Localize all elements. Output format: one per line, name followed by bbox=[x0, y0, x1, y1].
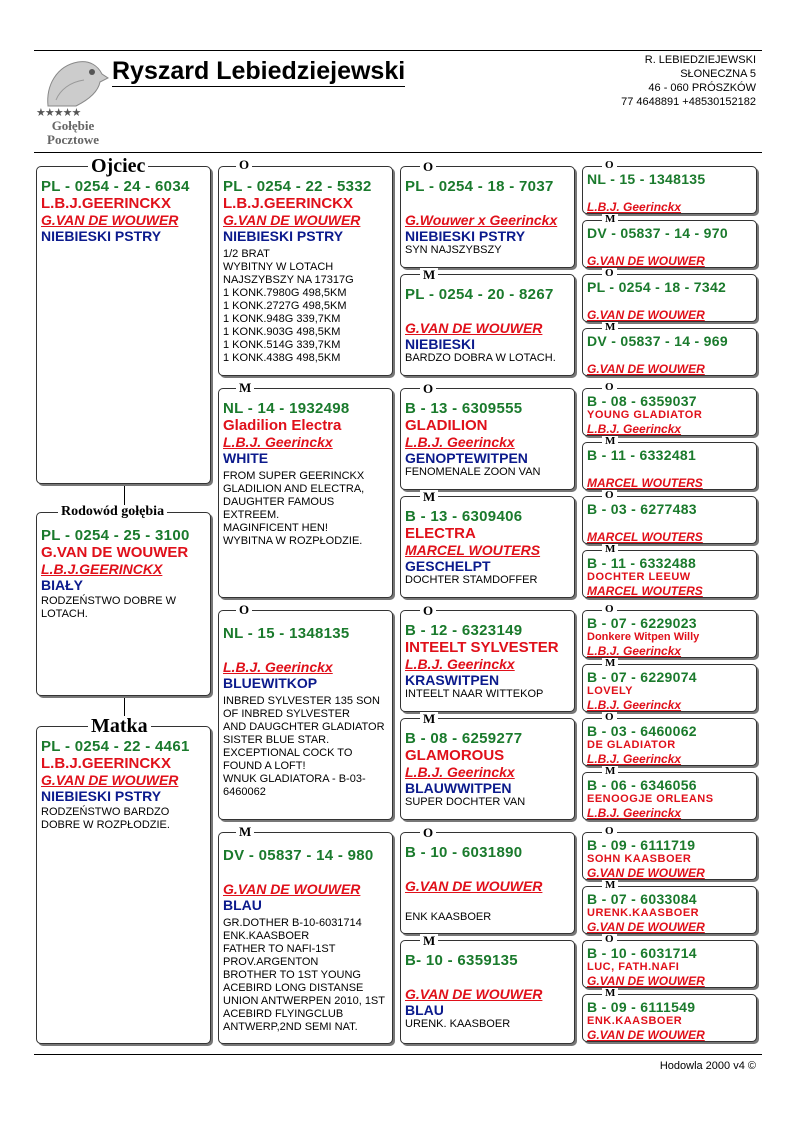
ggp-card[interactable] bbox=[400, 832, 575, 934]
g4-breeder: G.VAN DE WOUWER bbox=[587, 308, 705, 322]
gp-color: BLAU bbox=[223, 897, 262, 913]
ggp-name bbox=[405, 195, 570, 212]
g4-ring: DV - 05837 - 14 - 970 bbox=[587, 225, 728, 241]
g4-breeder: L.B.J. Geerinckx bbox=[587, 422, 682, 436]
ggp-ring: B - 10 - 6031890 bbox=[405, 844, 523, 861]
grandparent-card[interactable] bbox=[218, 832, 393, 1044]
header-top-rule bbox=[34, 50, 762, 51]
logo-stars: ★★★★★ bbox=[36, 107, 81, 119]
g4-breeder: MARCEL WOUTERS bbox=[587, 530, 703, 544]
g4-card[interactable] bbox=[582, 772, 757, 820]
g4-ring: B - 07 - 6229023 bbox=[587, 615, 697, 631]
ggp-sex-label: M bbox=[420, 934, 438, 947]
mother-color: NIEBIESKI PSTRY bbox=[41, 788, 162, 804]
ggp-name: ELECTRA bbox=[405, 525, 476, 542]
g4-ring: NL - 15 - 1348135 bbox=[587, 171, 706, 187]
ggp-color: NIEBIESKI bbox=[405, 336, 476, 352]
g4-sex-label: O bbox=[602, 268, 617, 279]
gp-name bbox=[223, 642, 388, 659]
ggp-sex-label: O bbox=[420, 604, 436, 617]
subject-breeder: L.B.J.GEERINCKX bbox=[41, 561, 163, 577]
gp-ring: PL - 0254 - 22 - 5332 bbox=[223, 178, 372, 195]
g4-breeder: L.B.J. Geerinckx bbox=[587, 806, 682, 820]
ggp-desc: INTEELT NAAR WITTEKOP bbox=[405, 688, 544, 700]
g4-ring: B - 10 - 6031714 bbox=[587, 945, 697, 961]
ggp-ring: PL - 0254 - 18 - 7037 bbox=[405, 178, 554, 195]
ggp-breeder: G.Wouwer x Geerinckx bbox=[405, 212, 558, 228]
g4-name: LUC, FATH.NAFI bbox=[587, 961, 680, 973]
g4-card[interactable] bbox=[582, 832, 757, 880]
gp-sex-label: O bbox=[236, 158, 252, 171]
father-name: L.B.J.GEERINCKX bbox=[41, 195, 172, 212]
father-breeder: G.VAN DE WOUWER bbox=[41, 212, 179, 228]
g4-name: ENK.KAASBOER bbox=[587, 1015, 683, 1027]
g4-sex-label: O bbox=[602, 160, 617, 171]
ggp-name bbox=[405, 303, 570, 320]
g4-breeder: MARCEL WOUTERS bbox=[587, 476, 703, 490]
g4-sex-label: M bbox=[602, 658, 618, 669]
g4-card[interactable] bbox=[582, 274, 757, 322]
gp-breeder: L.B.J. Geerinckx bbox=[223, 659, 333, 675]
contact-line: SŁONECZNA 5 bbox=[680, 68, 756, 80]
ggp-breeder: L.B.J. Geerinckx bbox=[405, 434, 515, 450]
gp-ring: NL - 15 - 1348135 bbox=[223, 625, 350, 642]
ggp-desc: BARDZO DOBRA W LOTACH. bbox=[405, 352, 556, 364]
ggp-sex-label: O bbox=[420, 382, 436, 395]
g4-ring: B - 11 - 6332488 bbox=[587, 555, 697, 571]
g4-ring: B - 07 - 6229074 bbox=[587, 669, 697, 685]
g4-ring: B - 03 - 6460062 bbox=[587, 723, 697, 739]
ggp-sex-label: M bbox=[420, 268, 438, 281]
ggp-desc: URENK. KAASBOER bbox=[405, 1018, 511, 1030]
g4-name bbox=[587, 241, 752, 254]
ggp-breeder: G.VAN DE WOUWER bbox=[405, 986, 543, 1002]
grandparent-card[interactable] bbox=[218, 610, 393, 820]
father-card[interactable] bbox=[36, 166, 211, 484]
gp-color: WHITE bbox=[223, 450, 269, 466]
ggp-card[interactable] bbox=[400, 166, 575, 268]
g4-name: YOUNG GLADIATOR bbox=[587, 409, 703, 421]
g4-ring: B - 11 - 6332481 bbox=[587, 447, 697, 463]
g4-sex-label: M bbox=[602, 322, 618, 333]
mother-name: L.B.J.GEERINCKX bbox=[41, 755, 172, 772]
grandparent-card[interactable] bbox=[218, 388, 393, 598]
subject-label: Rodowód gołębia bbox=[58, 505, 167, 519]
ggp-color: KRASWITPEN bbox=[405, 672, 500, 688]
ggp-breeder: L.B.J. Geerinckx bbox=[405, 764, 515, 780]
ggp-desc: SYN NAJSZYBSZY bbox=[405, 244, 502, 256]
ggp-color: NIEBIESKI PSTRY bbox=[405, 228, 526, 244]
ggp-name: GLAMOROUS bbox=[405, 747, 505, 764]
gp-desc: INBRED SYLVESTER 135 SON OF INBRED SYLVESTER AND DAUGCHTER GLADIATOR SISTER BLUE STAR. EXCEPTIONAL COCK TO FOUND A LOFT! WNUK GLADIATORA - B-03-6460062 bbox=[223, 695, 385, 798]
ggp-name bbox=[405, 969, 570, 986]
contact-line: 77 4648891 +48530152182 bbox=[621, 96, 756, 108]
ggp-desc: DOCHTER STAMDOFFER bbox=[405, 574, 538, 586]
ggp-name bbox=[405, 861, 570, 878]
ggp-color: GESCHELPT bbox=[405, 558, 491, 574]
footer-rule bbox=[34, 1054, 762, 1055]
g4-card[interactable] bbox=[582, 610, 757, 658]
g4-name bbox=[587, 517, 752, 530]
contact-line: 46 - 060 PRÓSZKÓW bbox=[648, 82, 756, 94]
g4-name: EENOOGJE ORLEANS bbox=[587, 793, 714, 805]
ggp-name: GLADILION bbox=[405, 417, 488, 434]
g4-breeder: MARCEL WOUTERS bbox=[587, 584, 703, 598]
g4-card[interactable] bbox=[582, 550, 757, 598]
ggp-card[interactable] bbox=[400, 718, 575, 820]
g4-card[interactable] bbox=[582, 496, 757, 544]
g4-ring: PL - 0254 - 18 - 7342 bbox=[587, 279, 727, 295]
g4-name bbox=[587, 463, 752, 476]
g4-sex-label: M bbox=[602, 766, 618, 777]
g4-card[interactable] bbox=[582, 664, 757, 712]
ggp-color: BLAUWWITPEN bbox=[405, 780, 512, 796]
g4-breeder: G.VAN DE WOUWER bbox=[587, 920, 705, 934]
g4-ring: DV - 05837 - 14 - 969 bbox=[587, 333, 728, 349]
ggp-breeder: G.VAN DE WOUWER bbox=[405, 320, 543, 336]
g4-name bbox=[587, 349, 752, 362]
ggp-ring: B - 13 - 6309555 bbox=[405, 400, 523, 417]
g4-card[interactable] bbox=[582, 166, 757, 214]
footer-text: Hodowla 2000 v4 © bbox=[659, 1060, 756, 1072]
ggp-ring: PL - 0254 - 20 - 8267 bbox=[405, 286, 554, 303]
g4-card[interactable] bbox=[582, 718, 757, 766]
ggp-breeder: G.VAN DE WOUWER bbox=[405, 878, 543, 894]
gp-name: L.B.J.GEERINCKX bbox=[223, 195, 354, 212]
g4-sex-label: O bbox=[602, 382, 617, 393]
g4-sex-label: O bbox=[602, 826, 617, 837]
ggp-card[interactable] bbox=[400, 496, 575, 598]
ggp-color: BLAU bbox=[405, 1002, 444, 1018]
subject-desc: RODZEŃSTWO DOBRE W LOTACH. bbox=[41, 595, 177, 620]
g4-breeder: G.VAN DE WOUWER bbox=[587, 974, 705, 988]
g4-ring: B - 03 - 6277483 bbox=[587, 501, 697, 517]
g4-name: DE GLADIATOR bbox=[587, 739, 676, 751]
contact-block bbox=[621, 53, 756, 109]
g4-sex-label: M bbox=[602, 436, 618, 447]
contact-line: R. LEBIEDZIEJEWSKI bbox=[644, 54, 756, 66]
g4-card[interactable] bbox=[582, 994, 757, 1042]
gp-ring: DV - 05837 - 14 - 980 bbox=[223, 847, 374, 864]
g4-ring: B - 07 - 6033084 bbox=[587, 891, 697, 907]
g4-ring: B - 09 - 6111549 bbox=[587, 999, 696, 1015]
g4-ring: B - 09 - 6111719 bbox=[587, 837, 696, 853]
g4-card[interactable] bbox=[582, 220, 757, 268]
g4-breeder: G.VAN DE WOUWER bbox=[587, 866, 705, 880]
g4-breeder: L.B.J. Geerinckx bbox=[587, 200, 682, 214]
ggp-sex-label: O bbox=[420, 160, 436, 173]
gp-ring: NL - 14 - 1932498 bbox=[223, 400, 350, 417]
ggp-sex-label: M bbox=[420, 490, 438, 503]
g4-breeder: L.B.J. Geerinckx bbox=[587, 752, 682, 766]
g4-ring: B - 08 - 6359037 bbox=[587, 393, 697, 409]
subject-color: BIAŁY bbox=[41, 577, 83, 593]
ggp-breeder: MARCEL WOUTERS bbox=[405, 542, 541, 558]
father-color: NIEBIESKI PSTRY bbox=[41, 228, 162, 244]
g4-card[interactable] bbox=[582, 328, 757, 376]
logo bbox=[36, 56, 110, 148]
ggp-name: INTEELT SYLVESTER bbox=[405, 639, 559, 656]
mother-label: Matka bbox=[88, 716, 151, 736]
gp-name: Gladilion Electra bbox=[223, 417, 342, 434]
g4-sex-label: O bbox=[602, 490, 617, 501]
ggp-ring: B - 13 - 6309406 bbox=[405, 508, 523, 525]
grandparent-card[interactable] bbox=[218, 166, 393, 376]
g4-breeder: G.VAN DE WOUWER bbox=[587, 362, 705, 376]
gp-breeder: G.VAN DE WOUWER bbox=[223, 212, 361, 228]
g4-card[interactable] bbox=[582, 388, 757, 436]
ggp-sex-label: M bbox=[420, 712, 438, 725]
g4-sex-label: M bbox=[602, 880, 618, 891]
g4-name: Donkere Witpen Willy bbox=[587, 631, 700, 643]
g4-breeder: L.B.J. Geerinckx bbox=[587, 644, 682, 658]
ggp-color: GENOPTEWITPEN bbox=[405, 450, 528, 466]
mother-ring: PL - 0254 - 22 - 4461 bbox=[41, 738, 190, 755]
g4-breeder: G.VAN DE WOUWER bbox=[587, 1028, 705, 1042]
logo-text-1: Gołębie bbox=[51, 118, 95, 133]
g4-sex-label: M bbox=[602, 544, 618, 555]
gp-sex-label: M bbox=[236, 381, 254, 394]
ggp-breeder: L.B.J. Geerinckx bbox=[405, 656, 515, 672]
ggp-card[interactable] bbox=[400, 388, 575, 490]
g4-card[interactable] bbox=[582, 442, 757, 490]
ggp-desc: SUPER DOCHTER VAN bbox=[405, 796, 526, 808]
g4-name: DOCHTER LEEUW bbox=[587, 571, 691, 583]
g4-sex-label: M bbox=[602, 214, 618, 225]
mother-breeder: G.VAN DE WOUWER bbox=[41, 772, 179, 788]
subject-ring: PL - 0254 - 25 - 3100 bbox=[41, 527, 190, 544]
g4-card[interactable] bbox=[582, 940, 757, 988]
logo-text-2: Pocztowe bbox=[47, 132, 99, 147]
ggp-desc: FENOMENALE ZOON VAN bbox=[405, 466, 541, 478]
gp-color: NIEBIESKI PSTRY bbox=[223, 228, 344, 244]
gp-desc: 1/2 BRAT WYBITNY W LOTACH NAJSZYBSZY NA 17317G 1 KONK.7980G 498,5KM 1 KONK.2727G 498,5KM 1 KONK.948G 339,7KM 1 KONK.903G 498,5KM 1 KONK.514G 339,7KM 1 KONK.438G 498,5KM bbox=[223, 248, 354, 364]
ggp-color bbox=[405, 894, 570, 911]
gp-sex-label: M bbox=[236, 825, 254, 838]
ggp-ring: B - 12 - 6323149 bbox=[405, 622, 523, 639]
gp-desc: FROM SUPER GEERINCKX GLADILION AND ELECTRA, DAUGHTER FAMOUS EXTREEM. MAGINFICENT HEN! WYBITNA W ROZPŁODZIE. bbox=[223, 470, 365, 547]
g4-card[interactable] bbox=[582, 886, 757, 934]
page-title: Ryszard Lebiedziejewski bbox=[112, 57, 406, 85]
g4-name: LOVELY bbox=[587, 685, 633, 697]
ggp-ring: B - 08 - 6259277 bbox=[405, 730, 523, 747]
subject-name: G.VAN DE WOUWER bbox=[41, 544, 189, 561]
ggp-ring: B- 10 - 6359135 bbox=[405, 952, 518, 969]
ggp-desc: ENK KAASBOER bbox=[405, 911, 492, 923]
g4-sex-label: M bbox=[602, 988, 618, 999]
ggp-card[interactable] bbox=[400, 610, 575, 712]
father-label: Ojciec bbox=[88, 156, 148, 176]
header-bottom-rule bbox=[34, 152, 762, 153]
gp-sex-label: O bbox=[236, 603, 252, 616]
g4-name bbox=[587, 295, 752, 308]
g4-name: SOHN KAASBOER bbox=[587, 853, 692, 865]
mother-card[interactable] bbox=[36, 726, 211, 1044]
g4-name: URENK.KAASBOER bbox=[587, 907, 700, 919]
gp-color: BLUEWITKOP bbox=[223, 675, 318, 691]
mother-desc: RODZEŃSTWO BARDZO DOBRE W ROZPŁODZIE. bbox=[41, 806, 170, 831]
gp-desc: GR.DOTHER B-10-6031714 ENK.KAASBOER FATHER TO NAFI-1ST PROV.ARGENTON BROTHER TO 1ST YOUNG ACEBIRD LONG DISTANSE UNION ANTWERPEN 2010, 1ST ACEBIRD FLYINGCLUB ANTWERP,2ND SEMI NAT. bbox=[223, 917, 385, 1033]
g4-breeder: L.B.J. Geerinckx bbox=[587, 698, 682, 712]
ggp-card[interactable] bbox=[400, 274, 575, 376]
g4-ring: B - 06 - 6346056 bbox=[587, 777, 697, 793]
ggp-card[interactable] bbox=[400, 940, 575, 1044]
father-ring: PL - 0254 - 24 - 6034 bbox=[41, 178, 190, 195]
ggp-sex-label: O bbox=[420, 826, 436, 839]
gp-name bbox=[223, 864, 388, 881]
g4-breeder: G.VAN DE WOUWER bbox=[587, 254, 705, 268]
subject-card[interactable] bbox=[36, 512, 211, 696]
g4-name bbox=[587, 187, 752, 200]
gp-breeder: G.VAN DE WOUWER bbox=[223, 881, 361, 897]
g4-sex-label: O bbox=[602, 604, 617, 615]
gp-breeder: L.B.J. Geerinckx bbox=[223, 434, 333, 450]
g4-sex-label: O bbox=[602, 712, 617, 723]
g4-sex-label: O bbox=[602, 934, 617, 945]
